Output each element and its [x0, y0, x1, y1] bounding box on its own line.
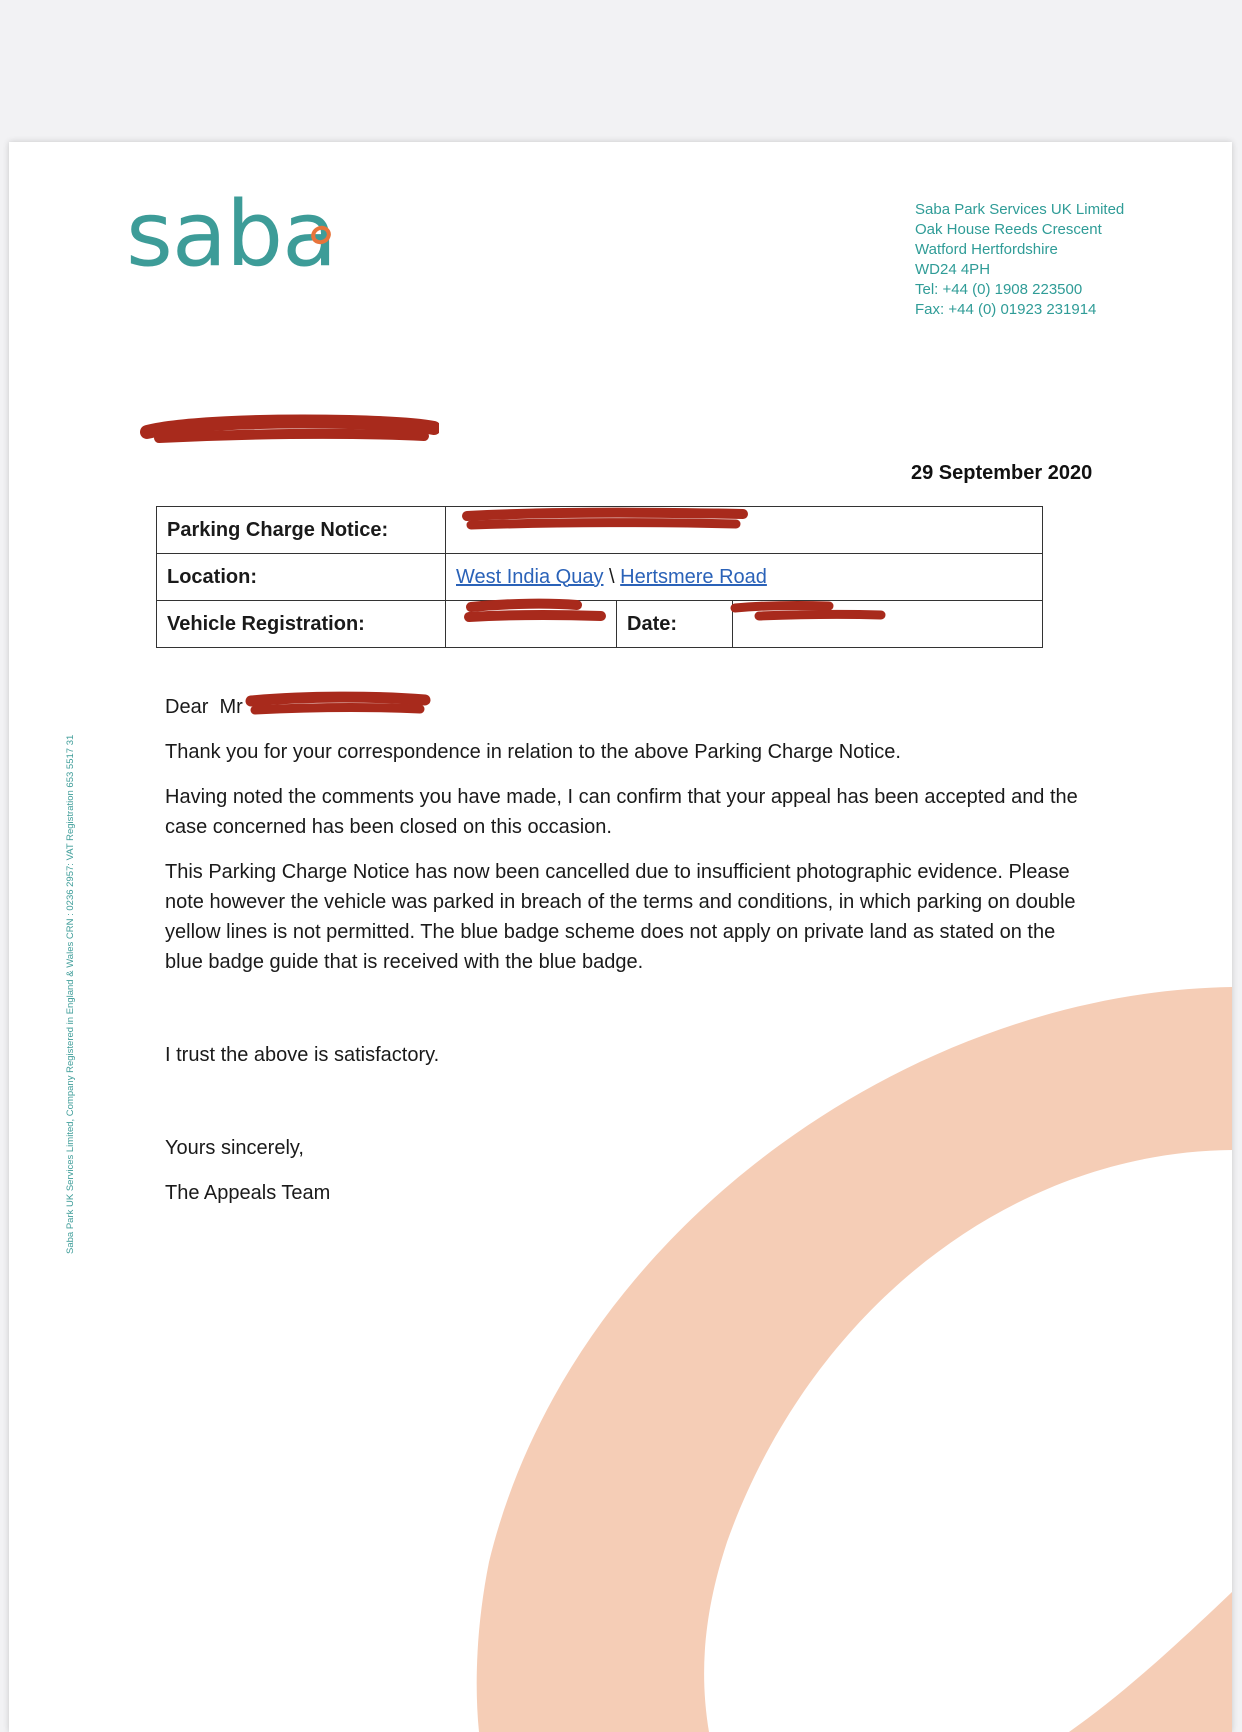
- letter-page: [9, 142, 1232, 1732]
- location-link-hertsmere-road[interactable]: Hertsmere Road: [620, 565, 767, 588]
- paragraph-2: Having noted the comments you have made, I can confirm that your appeal has been accepted and the case concerned has been closed on this occasion.: [165, 786, 1078, 838]
- company-name: Saba Park Services UK Limited: [915, 201, 1125, 218]
- saba-logo: saba: [126, 182, 337, 287]
- address-postcode: WD24 4PH: [915, 261, 991, 278]
- location-label: Location:: [157, 554, 446, 601]
- closing: Yours sincerely,: [165, 1137, 304, 1159]
- paragraph-1: Thank you for your correspondence in relation to the above Parking Charge Notice.: [165, 741, 901, 763]
- company-phone: Tel: +44 (0) 1908 223500: [915, 281, 1083, 298]
- salutation: Dear Mr: [165, 696, 243, 718]
- signature: The Appeals Team: [165, 1182, 331, 1204]
- logo-dot-icon: [309, 224, 333, 246]
- pcn-number-redaction: [461, 506, 751, 534]
- location-link-west-india-quay[interactable]: West India Quay: [456, 565, 604, 588]
- location-value: [446, 554, 1043, 601]
- company-fax: Fax: +44 (0) 01923 231914: [915, 301, 1097, 318]
- contravention-date-redaction: [729, 599, 889, 625]
- letter-body: [165, 692, 1095, 1223]
- pcn-label: Parking Charge Notice:: [157, 507, 446, 554]
- recipient-name-redaction: [139, 410, 439, 446]
- address-line-2: Watford Hertfordshire: [915, 241, 1058, 258]
- letter-date: 29 September 2020: [911, 462, 1093, 484]
- table-row: [157, 554, 1043, 601]
- paragraph-4: I trust the above is satisfactory.: [165, 1044, 440, 1066]
- vehicle-registration-label: Vehicle Registration:: [157, 601, 446, 648]
- company-address: [915, 200, 1124, 320]
- date-label: Date:: [617, 601, 733, 648]
- company-registration-footer: Saba Park UK Services Limited, Company Registered in England & Wales CRN : 0236 2957: VAT Registration 653 5517 31: [65, 734, 76, 1254]
- address-line-1: Oak House Reeds Crescent: [915, 221, 1102, 238]
- paragraph-3: This Parking Charge Notice has now been cancelled due to insufficient photographic evidence. Please note however the vehicle was parked in breach of the terms and conditions, in which parking on double yellow lines is not permitted. The blue badge scheme does not apply on private land as stated on the blue badge guide that is received with the blue badge.: [165, 861, 1076, 973]
- location-separator: \: [609, 565, 615, 588]
- vehicle-registration-redaction: [461, 597, 611, 627]
- recipient-surname-redaction: [245, 690, 435, 720]
